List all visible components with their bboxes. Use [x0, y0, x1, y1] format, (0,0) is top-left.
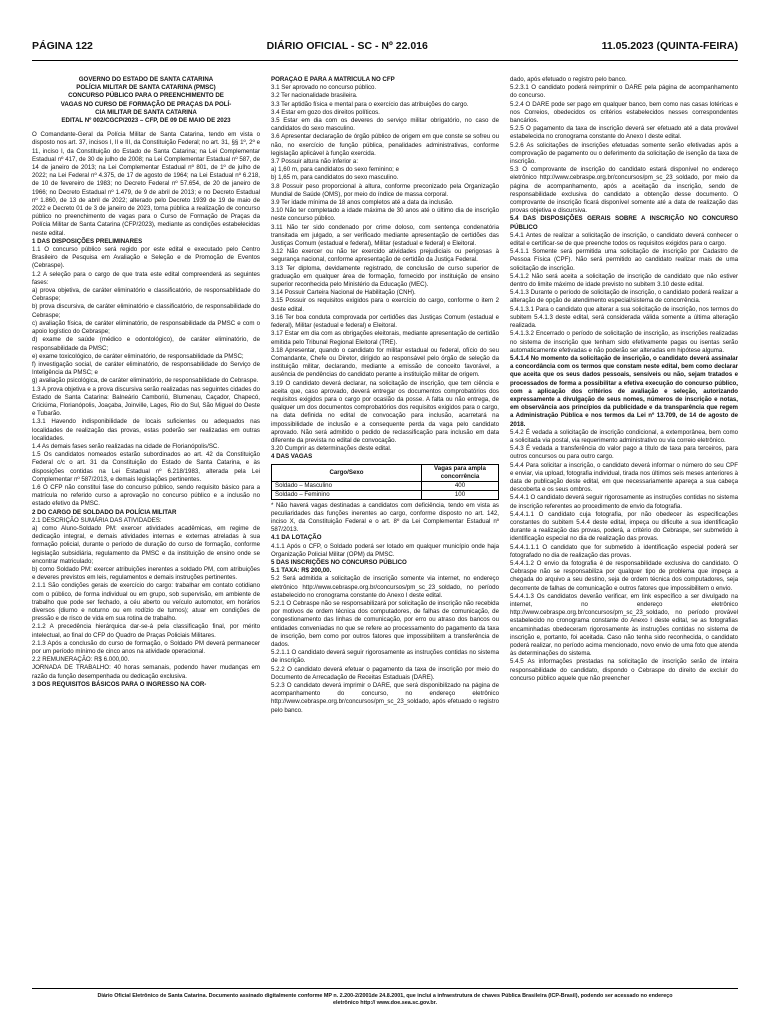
footer-rule: [32, 988, 738, 989]
paragraph: 4.1.1 Após o CFP, o Soldado poderá ser lotado em qualquer município onde haja Organização Policial Militar (OPM) da PMSC.: [271, 542, 499, 558]
header-rule: [32, 60, 738, 61]
table-header-row: [272, 464, 499, 481]
paragraph: 5.2.3.1 O candidato poderá reimprimir o DARE pela página de acompanhamento do concurso.: [510, 84, 738, 100]
paragraph: 5.4.1.3 Durante o período de solicitação de inscrição, o candidato poderá realizar a alteração de opção de atendimento especial/sistema de concorrência.: [510, 289, 738, 305]
cargo-cell: Soldado – Masculino: [272, 481, 422, 490]
document-body: [32, 76, 738, 982]
paragraph: 5.4.4.1.1 O candidato cuja fotografia, por não obedecer às especificações constantes do subitem 5.4.4 deste edital, impeça ou dificulte a sua identificação durante a realização das provas, poderá, a critério do Cebraspe, ser submetido à identificação especial no dia de realização das provas.: [510, 510, 738, 543]
paragraph: b) prova discursiva, de caráter eliminatório e classificatório, de responsabilidade do Cebraspe;: [32, 303, 260, 319]
paragraph: 3.6 Apresentar declaração de órgão público de origem em que conste se sofreu ou não, no exercício de função pública, penalidades administrativas, conforme legislação aplicável à função exercida.: [271, 133, 499, 157]
vagas-cell: 100: [422, 490, 499, 499]
paragraph: 5.2.1.1 O candidato deverá seguir rigorosamente as instruções contidas no sistema de inscrição.: [271, 649, 499, 665]
edital-title-line: EDITAL Nº 002/CGCP/2023 – CFP, DE 09 DE MAIO DE 2023: [61, 117, 231, 125]
footer-line: Diário Oficial Eletrônico de Santa Catarina. Documento assinado digitalmente conforme MP n. 2.200-2/2001de 24.8.2001, que inclui a infraestrutura de chaves Pública Brasileira (ICP-Brasil), podendo ser acessado no endereço: [97, 993, 673, 999]
paragraph: 1.5 Os candidatos nomeados estarão subordinados ao art. 42 da Constituição Federal c/c o art. 31 da Constituição do Estado de Santa Catarina, e às disposições contidas na Lei Estadual nº 6.218/1983, alterada pela Lei Complementar nº 587/2013, e demais legislações pertinentes.: [32, 451, 260, 483]
paragraph: 5.4.2 É vedada a solicitação de inscrição condicional, a extemporânea, bem como a solicitada via postal, via requerimento administrativo ou via correio eletrônico.: [510, 428, 738, 444]
paragraph: 3.3 Ter aptidão física e mental para o exercício das atribuições do cargo.: [271, 100, 469, 108]
paragraph: 3.19 O candidato deverá declarar, na solicitação de inscrição, que tem ciência e aceita que, caso aprovado, deverá entregar os documentos comprobatórios dos requisitos exigidos para o cargo por ocasião da posse. A falta ou não entrega, de qualquer um dos documentos comprobatórios dos requisitos exigidos para o cargo, na data definida no edital de convocação para inclusão, acarretará na impossibilidade de inclusão e a consequente perda da vaga pelo candidato aprovado. Não será admitido o pedido de reclassificação para inclusão em data diferente da prevista no edital de convocação.: [271, 379, 499, 444]
paragraph: 3.16 Ter boa conduta comprovada por certidões das Justiças Comum (estadual e federal), Militar (estadual e federal) e Eleitoral.: [271, 313, 499, 330]
paragraph: 5.4.4.1.1.1 O candidato que for submetido à identificação especial poderá ser fotografado no dia de realização das provas.: [510, 543, 738, 559]
edital-title-line: CONCURSO PÚBLICO PARA O PREENCHIMENTO DE: [68, 92, 224, 100]
section-heading: 4 DAS VAGAS: [271, 453, 313, 461]
paragraph: 5.4.4 Para solicitar a inscrição, o candidato deverá informar o número do seu CPF e enviar, via upload, fotografia individual, tirada nos últimos seis meses anteriores à data de publicação deste edital, em que necessariamente apareça a sua cabeça descoberta e os seus ombros.: [510, 461, 738, 494]
journal-title: DIÁRIO OFICIAL - SC - Nº 22.016: [266, 40, 428, 52]
edital-title-line: VAGAS NO CURSO DE FORMAÇÃO DE PRAÇAS DA POLÍ-: [60, 100, 232, 108]
vagas-cell: 400: [422, 481, 499, 490]
paragraph: 3.2 Ter nacionalidade brasileira.: [271, 92, 358, 100]
paragraph: 3.8 Possuir peso proporcional à altura, conforme preconizado pela Organização Mundial de Saúde (OMS), por meio do índice de massa corporal.: [271, 182, 499, 198]
edital-title-line: GOVERNO DO ESTADO DE SANTA CATARINA: [78, 76, 214, 83]
paragraph: 3.9 Ter idade mínima de 18 anos completos até a data da inclusão.: [271, 199, 454, 207]
paragraph: f) investigação social, de caráter eliminatório, de responsabilidade do Serviço de Inteligência da PMSC; e: [32, 360, 260, 377]
paragraph: 5.3 O comprovante de inscrição do candidato estará disponível no endereço eletrônico http://www.cebraspe.org.br/concursos/pm_sc_23_soldado, por meio da página de acompanhamento, após a aceitação da inscrição, sendo de responsabilidade exclusiva do candidato a obtenção desse documento. O comprovante de inscrição ficará disponível somente até a data de realização das provas objetiva e discursiva.: [510, 166, 738, 215]
paragraph: JORNADA DE TRABALHO: 40 horas semanais, podendo haver mudanças em razão da função desempenhada ou dedicação exclusiva.: [32, 664, 260, 680]
footer-line: eletrônico http:// www.doe.sea.sc.gov.br.: [333, 1000, 437, 1006]
paragraph: 3.4 Estar em gozo dos direitos políticos.: [271, 108, 380, 116]
paragraph: b) 1,65 m, para candidatos do sexo masculino.: [271, 174, 399, 182]
paragraph: c) avaliação física, de caráter eliminatório, de responsabilidade da PMSC e com o apoio logístico do Cebraspe;: [32, 319, 260, 336]
paragraph: 5.4.4.1 O candidato deverá seguir rigorosamente as instruções contidas no sistema de inscrição referentes ao procedimento de envio da fotografia.: [510, 494, 738, 510]
vacancies-table: [271, 464, 499, 500]
paragraph: 5.2.6 As solicitações de inscrições efetuadas somente serão efetivadas após a comprovação de pagamento ou o deferimento da solicitação de isenção da taxa de inscrição.: [510, 141, 738, 166]
page-number: PÁGINA 122: [32, 40, 93, 52]
paragraph: 5.4.1 Antes de realizar a solicitação de inscrição, o candidato deverá conhecer o edital e certificar-se de que preenche todos os requisitos exigidos para o cargo.: [510, 231, 738, 248]
paragraph: 3.17 Estar em dia com as obrigações eleitorais, mediante apresentação de certidão emitida pelo Tribunal Regional Eleitoral (TRE).: [271, 330, 499, 346]
paragraph: 5.4.5 As informações prestadas na solicitação de inscrição serão de inteira responsabilidade do candidato, dispondo o Cebraspe do direito de excluir do concurso público aquele que não preencher: [510, 658, 738, 682]
paragraph: 1.3 A prova objetiva e a prova discursiva serão realizadas nas seguintes cidades do Estado de Santa Catarina: Balneário Camboriú, Blumenau, Caçador, Chapecó, Criciúma, Florianópolis, Joaçaba, Joinville, Lages, Rio do Sul, São Miguel do Oeste e Tubarão.: [32, 385, 260, 418]
paragraph: 5.2.2 O candidato deverá efetuar o pagamento da taxa de inscrição por meio do Documento de Arrecadação de Receitas Estaduais (DARE).: [271, 665, 499, 681]
paragraph: 3.5 Estar em dia com os deveres do serviço militar obrigatório, no caso de candidatos do sexo masculino.: [271, 117, 499, 133]
table-row: [272, 490, 499, 499]
paragraph: 3.11 Não ter sido condenado por crime doloso, com sentença condenatória transitada em julgado, a ser verificado mediante apresentação de certidões das Justiças Comum (estadual e federal), Militar (estadual e federal) e Eleitoral.: [271, 223, 499, 248]
paragraph: 3.1 Ser aprovado no concurso público.: [271, 84, 377, 92]
table-header-vagas: Vagas para ampla concorrência: [422, 464, 499, 481]
paragraph: 1.1 O concurso público será regido por este edital e executado pelo Centro Brasileiro de Pesquisa em Avaliação e Seleção e de Promoção de Eventos (Cebraspe).: [32, 246, 260, 270]
paragraph: 2.2 REMUNERAÇÃO: R$ 6.000,00.: [32, 656, 130, 664]
paragraph: 5.4.4.1.3 Os candidatos deverão verificar, em link específico a ser divulgado na internet, no endereço eletrônico http://www.cebraspe.org.br/concursos/pm_sc_23_soldado, no período provável estabelecido no cronograma constante do Anexo I deste edital, se as fotografias encaminhadas obedeceram rigorosamente às instruções contidas no sistema de inscrição e, portanto, foi aceitada. Caso não tenha sido reconhecida, o candidato poderá realizar, no período acima mencionado, novo envio de uma foto que atenda às determinações do sistema.: [510, 592, 738, 658]
paragraph: 5.2 Será admitida a solicitação de inscrição somente via internet, no endereço eletrônico http://www.cebraspe.org.br/concursos/pm_sc_23_soldado, no período estabelecido no cronograma constante do Anexo I deste edital.: [271, 575, 499, 599]
paragraph: g) avaliação psicológica, de caráter eliminatório, de responsabilidade do Cebraspe.: [32, 377, 259, 385]
paragraph: 5.4.1.2 Não será aceita a solicitação de inscrição de candidato que não estiver dentro do limite máximo de idade previsto no subitem 3.10 deste edital.: [510, 272, 738, 289]
paragraph: 1.4 As demais fases serão realizadas na cidade de Florianópolis/SC.: [32, 442, 220, 450]
paragraph: 5.4.1.4 No momento da solicitação de inscrição, o candidato deverá assinalar a concordância com os termos que constam neste edital, bem como declarar que aceita que os seus dados pessoais, sensíveis ou não, sejam tratados e processados de forma a possibilitar a efetiva execução do concurso público, com a aplicação dos critérios de avaliação e seleção, autorizando expressamente a divulgação de seus nomes, números de inscrição e notas, em observância aos princípios da publicidade e da transparência que regem a Administração Pública e nos termos da Lei nº 13.709, de 14 de agosto de 2018.: [510, 354, 738, 428]
paragraph: 5.1 TAXA: R$ 200,00.: [271, 567, 332, 575]
paragraph: e) exame toxicológico, de caráter eliminatório, de responsabilidade da PMSC;: [32, 352, 244, 360]
section-heading: 1 DAS DISPOSIÇÕES PRELIMINARES: [32, 237, 143, 245]
paragraph: 3.20 Cumprir as determinações deste edital.: [271, 445, 392, 453]
paragraph: 2.1.1 São condições gerais de exercício do cargo: trabalhar em contato cotidiano com o público, de forma individual ou em grupo, sob supervisão, em ambiente de trabalho que pode ser fechado, a céu aberto ou veículo automotor, em horários diversos (diurno e noturno ou em rodízio de turnos); atuar em condições de pressão e de risco de vida em sua rotina de trabalho.: [32, 582, 260, 623]
page-footer: [40, 993, 730, 1007]
paragraph: 5.4.1.3.1 Para o candidato que alterar a sua solicitação de inscrição, nos termos do subitem 5.4.1.3 deste edital, será considerada válida somente a última alteração realizada.: [510, 305, 738, 330]
section-heading: 2 DO CARGO DE SOLDADO DA POLÍCIA MILITAR: [32, 508, 177, 516]
section-heading: 5.4 DAS DISPOSIÇÕES GERAIS SOBRE A INSCRIÇÃO NO CONCURSO PÚBLICO: [510, 215, 738, 231]
paragraph: 5.2.3 O candidato deverá imprimir o DARE, que será disponibilizado na página de acompanhamento do concurso, no endereço eletrônico http://www.cebraspe.org.br/concursos/pm_sc_23_soldado, após efetuado o registro pelo banco.: [271, 682, 499, 714]
edital-title-line: CIA MILITAR DE SANTA CATARINA: [95, 108, 197, 116]
paragraph: a) 1,60 m, para candidatos do sexo feminino; e: [271, 166, 400, 174]
paragraph: 3.14 Possuir Carteira Nacional de Habilitação (CNH).: [271, 289, 416, 297]
section-heading: 5 DAS INSCRIÇÕES NO CONCURSO PÚBLICO: [271, 558, 407, 566]
paragraph: b) como Soldado PM: exercer atribuições inerentes a soldado PM, com atribuições e deveres previstos em leis, regulamentos e demais instruções pertinentes.: [32, 565, 260, 582]
table-header-cargo: Cargo/Sexo: [272, 464, 422, 481]
paragraph: 5.4.1.3.2 Encerrado o período de solicitação de inscrição, as inscrições realizadas no sistema de inscrição que tenham sido efetivamente pagas ou isentas serão automaticamente efetivadas e não poderão ser alteradas em hipótese alguma.: [510, 330, 738, 354]
column-3: [510, 76, 738, 982]
paragraph: 3.12 Não exercer ou não ter exercido atividades prejudiciais ou perigosas à segurança nacional, conforme apresentação de certidão da Justiça Federal.: [271, 248, 499, 264]
column-1: [32, 76, 260, 982]
paragraph: 5.2.1 O Cebraspe não se responsabilizará por solicitação de inscrição não recebida por motivos de ordem técnica dos computadores, de falhas de comunicação, de congestionamento das linhas de comunicação, por erro ou atraso dos bancos ou entidades conveniadas no que se refere ao processamento do pagamento da taxa de inscrição, bem como por outros fatores que impossibilitem a transferência de dados.: [271, 599, 499, 648]
paragraph: 3.13 Ter diploma, devidamente registrado, de conclusão de curso superior de graduação em qualquer área de formação, fornecido por instituição de ensino superior reconhecida pelo Ministério da Educação (MEC).: [271, 264, 499, 289]
section-heading: 3 DOS REQUISITOS BÁSICOS PARA O INGRESSO NA COR-: [32, 680, 207, 688]
paragraph: 1.3.1 Havendo indisponibilidade de locais suficientes ou adequados nas localidades de realização das provas, estas poderão ser realizadas em outras localidades.: [32, 418, 260, 442]
cargo-cell: Soldado – Feminino: [272, 490, 422, 499]
paragraph: 5.4.3 É vedada a transferência do valor pago a título de taxa para terceiros, para outros concursos ou para outro cargo.: [510, 445, 738, 461]
column-2: [271, 76, 499, 982]
paragraph: dado, após efetuado o registro pelo banco.: [510, 76, 627, 83]
paragraph: 5.4.4.1.2 O envio da fotografia é de responsabilidade exclusiva do candidato. O Cebraspe não se responsabiliza por qualquer tipo de problema que impeça a chegada do arquivo a seu destino, seja de ordem técnica dos computadores, seja decorrente de falhas de comunicação e outros fatores que impossibilitem o envio.: [510, 559, 738, 592]
paragraph: 5.2.5 O pagamento da taxa de inscrição deverá ser efetuado até a data provável estabelecida no cronograma constante do Anexo I deste edital.: [510, 125, 738, 141]
paragraph: 3.15 Possuir os requisitos exigidos para o exercício do cargo, conforme o item 2 deste edital.: [271, 297, 499, 313]
paragraph: O Comandante-Geral da Polícia Militar de Santa Catarina, tendo em vista o disposto nos art. 37, incisos I, II e III, da Constituição Federal; no art. 31, §§ 1º, 2º e 11, inciso I, da Constituição do Estado de Santa Catarina; na Lei Complementar Estadual nº 417, de 30 de julho de 2008; na Lei Complementar Estadual nº 587, de 14 de janeiro de 2013; na Lei Complementar Estadual nº 801, de 1º de julho de 2022; na Lei Federal nº 4.375, de 17 de agosto de 1964; na Lei Estadual nº 6.218, de 10 de fevereiro de 1983; no Decreto Federal nº 57.654, de 20 de janeiro de 1966; no Decreto Estadual nº 1.479, de 9 de abril de 2013; e no Decreto Estadual nº 1.860, de 13 de abril de 2022; alterado pelo Decreto 1939 de 19 de maio de 2022 e Decreto 01 de 3 de janeiro de 2023, torna pública a realização de concurso público no preenchimento de vagas para o Curso de Formação de Praças da Polícia Militar de Santa Catarina (CFP/2023), mediante as condições estabelecidas neste edital.: [32, 131, 260, 237]
paragraph: 3.7 Possuir altura não inferior a:: [271, 158, 359, 166]
publication-date: 11.05.2023 (QUINTA-FEIRA): [601, 40, 738, 52]
edital-title-line: POLÍCIA MILITAR DE SANTA CATARINA (PMSC): [76, 84, 216, 92]
paragraph: 2.1.3 Após a conclusão do curso de formação, o Soldado PM deverá permanecer por um período mínimo de cinco anos na atividade operacional.: [32, 639, 260, 656]
paragraph: 2.1 DESCRIÇÃO SUMÁRIA DAS ATIVIDADES:: [32, 516, 162, 524]
table-row: [272, 481, 499, 490]
page-header: [32, 38, 738, 54]
paragraph: 5.4.1.1 Somente será permitida uma solicitação de inscrição por Cadastro de Pessoa Física (CPF). Não será permitido ao candidato realizar mais de uma solicitação de inscrição.: [510, 248, 738, 272]
paragraph: 3.18 Apresentar, quando o candidato for militar estadual ou federal, ofício do seu Comandante, Chefe ou Diretor, dirigido ao responsável pelo órgão de seleção da instituição militar, declarando, mediante a emissão de conceito favorável, a ausência de pendências do candidato perante a instituição militar de origem.: [271, 346, 499, 379]
section-heading: 4.1 DA LOTAÇÃO: [271, 534, 322, 542]
paragraph: 5.2.4 O DARE pode ser pago em qualquer banco, bem como nas casas lotéricas e nos Correios, obedecidos os critérios estabelecidos nesses correspondentes bancários.: [510, 100, 738, 125]
paragraph: a) como Aluno-Soldado PM: exercer atividades acadêmicas, em regime de dedicação integral, e demais atividades internas e externas atreladas à sua formação policial, durante o período de duração do curso de formação, conforme legislação subsidiária, regulamento da PMSC e da instituição de ensino onde se encontrar matriculado;: [32, 524, 260, 565]
paragraph: 1.6 O CFP não constitui fase do concurso público, sendo requisito básico para a matrícula no referido curso a aprovação no concurso público e a inclusão no estado efetivo da PMSC.: [32, 483, 260, 508]
paragraph: 2.1.2 A precedência hierárquica dar-se-á pela classificação final, por mérito intelectual, ao final do CFP do Quadro de Praças Policiais Militares.: [32, 623, 260, 639]
paragraph: 3.10 Não ter completado a idade máxima de 30 anos até o último dia de inscrição neste concurso público.: [271, 207, 499, 223]
table-note: * Não haverá vagas destinadas a candidatos com deficiência, tendo em vista as peculiaridades das funções inerentes ao cargo, conforme disposto no art. 142, inciso X, da Constituição Federal e o art. 8º da Lei Complementar Estadual nº 587/2013.: [271, 501, 499, 534]
section-heading: PORAÇÃO E PARA A MATRÍCULA NO CFP: [271, 76, 395, 83]
paragraph: a) prova objetiva, de caráter eliminatório e classificatório, de responsabilidade do Cebraspe;: [32, 287, 260, 303]
paragraph: d) exame de saúde (médico e odontológico), de caráter eliminatório, de responsabilidade da PMSC;: [32, 336, 260, 352]
paragraph: 1.2 A seleção para o cargo de que trata este edital compreenderá as seguintes fases:: [32, 270, 260, 286]
